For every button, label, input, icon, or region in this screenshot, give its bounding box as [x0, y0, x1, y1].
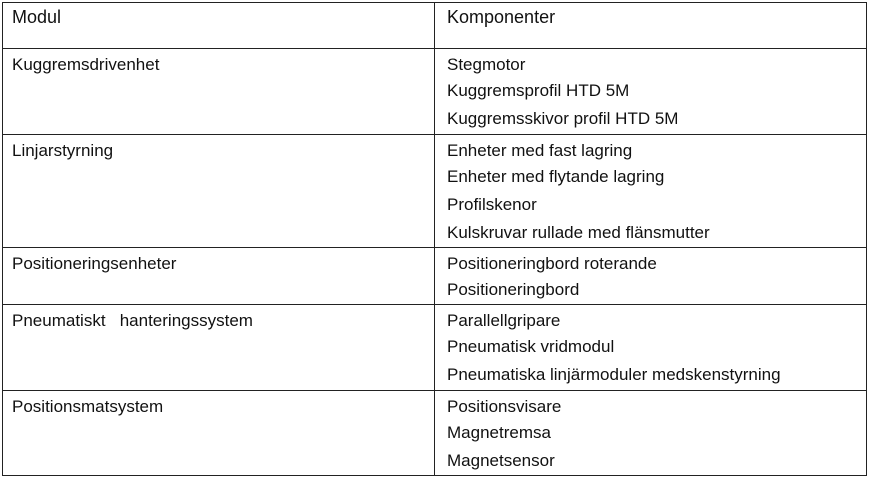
component-item: Profilskenor: [447, 195, 537, 214]
table-row: [3, 305, 867, 391]
component-item: Positioneringbord roterande: [447, 254, 657, 273]
components-cell: [435, 305, 867, 391]
module-name: Kuggremsdrivenhet: [12, 55, 160, 74]
module-cell: [3, 248, 435, 305]
header-components-label: Komponenter: [447, 7, 556, 27]
components-cell: [435, 49, 867, 135]
component-item: Magnetsensor: [447, 451, 555, 470]
module-name: Linjarstyrning: [12, 141, 114, 160]
module-cell: [3, 391, 435, 476]
components-cell: [435, 135, 867, 248]
component-item: Enheter med fast lagring: [447, 141, 633, 160]
components-cell: [435, 391, 867, 476]
table-row: [3, 248, 867, 305]
header-module-label: Modul: [12, 7, 62, 27]
component-list: [435, 135, 866, 247]
component-list: [435, 305, 866, 389]
module-components-table: [2, 2, 867, 476]
component-item: Kulskruvar rullade med flänsmutter: [447, 223, 710, 242]
module-name: Positioneringsenheter: [12, 254, 177, 273]
component-list: [435, 248, 866, 304]
header-cell-components: [435, 3, 867, 49]
component-item: Pneumatisk vridmodul: [447, 337, 615, 356]
module-cell: [3, 49, 435, 135]
table-header-row: [3, 3, 867, 49]
component-item: Positionsvisare: [447, 397, 562, 416]
component-item: Kuggremsprofil HTD 5M: [447, 81, 630, 100]
component-item: Positioneringbord: [447, 280, 580, 299]
table-row: [3, 49, 867, 135]
table-row: [3, 135, 867, 248]
component-item: Stegmotor: [447, 55, 526, 74]
module-cell: [3, 135, 435, 248]
component-list: [435, 49, 866, 133]
module-name: Positionsmatsystem: [12, 397, 164, 416]
component-item: Pneumatiska linjärmoduler medskenstyrning: [447, 365, 781, 384]
module-name: Pneumatiskt hanteringssystem: [12, 311, 253, 330]
module-cell: [3, 305, 435, 391]
table-row: [3, 391, 867, 476]
component-item: Kuggremsskivor profil HTD 5M: [447, 109, 679, 128]
header-cell-module: [3, 3, 435, 49]
components-cell: [435, 248, 867, 305]
component-item: Parallellgripare: [447, 311, 561, 330]
component-item: Enheter med flytande lagring: [447, 167, 665, 186]
component-list: [435, 391, 866, 475]
component-item: Magnetremsa: [447, 423, 551, 442]
